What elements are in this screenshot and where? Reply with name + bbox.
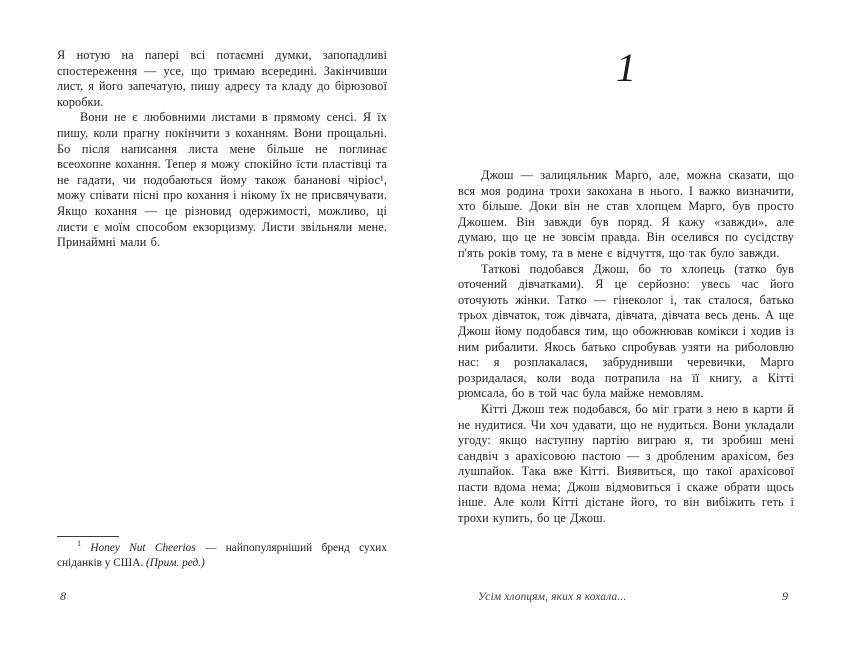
right-page-number: 9 xyxy=(782,589,788,603)
footnote-rule xyxy=(57,536,119,537)
footnote-text xyxy=(57,541,387,570)
paragraph: Вони не є любовними листами в прямому сенсі. Я їх пишу, коли прагну покінчити з коханням. Вони прощальні. Бо після написання листа мене більше не поглинає всеохопне кохання. Тепер я можу спокійно їсти пластівці та не гадати, чи подобаються йому також бананові чіріос¹, можу співати пісні про кохання і нікому їх не присвячувати. Якщо кохання — це різновид одержимості, можливо, ці листи є моїм способом екзорцизму. Листи звільняли мене. Принаймні мали б. xyxy=(57,110,387,250)
footnote xyxy=(57,536,387,570)
footnote-marker: 1 xyxy=(77,539,81,549)
paragraph: Я нотую на папері всі потаємні думки, запопадливі спостереження — усе, що тримаю всередині. Закінчивши лист, я його запечатую, пишу адресу та кладу до бірюзової коробки. xyxy=(57,48,387,109)
left-page xyxy=(57,48,387,251)
footnote-term: Honey Nut Cheerios xyxy=(90,542,196,554)
paragraph: Джош — залицяльник Марго, але, можна сказати, що вся моя родина трохи закохана в нього. І важко визначити, хто більше. Доки він не став хлопцем Марго, був просто Джошем. Він завжди був поряд. Я кажу «завжди», але думаю, що це не зовсім правда. Він оселився по сусідству п'ять років тому, та в мене є відчуття, що так було завжди. xyxy=(458,168,794,260)
paragraph: Кітті Джош теж подобався, бо міг грати з нею в карти й не нудитися. Чи хоч удавати, що не нудиться. Вони укладали угоду: якщо наступну партію виграю я, ти зробиш мені сандвіч з арахісовою пастою — з дробленим арахісом, без лушпайок. Така вже Кітті. Виявиться, що такої арахісової пасти вдома нема; Джош відмовиться і скаже обрати щось інше. Але коли Кітті дістане його, то він вибіжить геть і трохи купить, бо це Джош. xyxy=(458,401,794,526)
left-page-number: 8 xyxy=(60,589,66,603)
chapter-number: 1 xyxy=(616,45,636,90)
right-page-footer xyxy=(458,589,794,604)
footnote-definition: — найпопулярніший бренд сухих сніданків у США. xyxy=(57,542,388,569)
right-page xyxy=(458,42,794,527)
footnote-source: (Прим. ред.) xyxy=(146,556,205,569)
paragraph: Таткові подобався Джош, бо то хлопець (татко був оточений дівчатками). Я це серйозно: увесь час його оточують жінки. Татко — гінеколог і, так сталося, батько трьох дівчаток, тож дівчата, дівчата, дівчата весь день. А ще Джош йому подобався тим, що обожнював комікси і ходив із ним рибалити. Якось батько спробував узяти на риболовлю нас: я розплакалася, забруднивши черевички, Марго розридалася, коли вода потрапила на її книгу, а Кітті рюмсала, бо в той час була майже немовлям. xyxy=(458,261,794,401)
running-title: Усім хлопцям, яких я кохала... xyxy=(478,591,627,603)
